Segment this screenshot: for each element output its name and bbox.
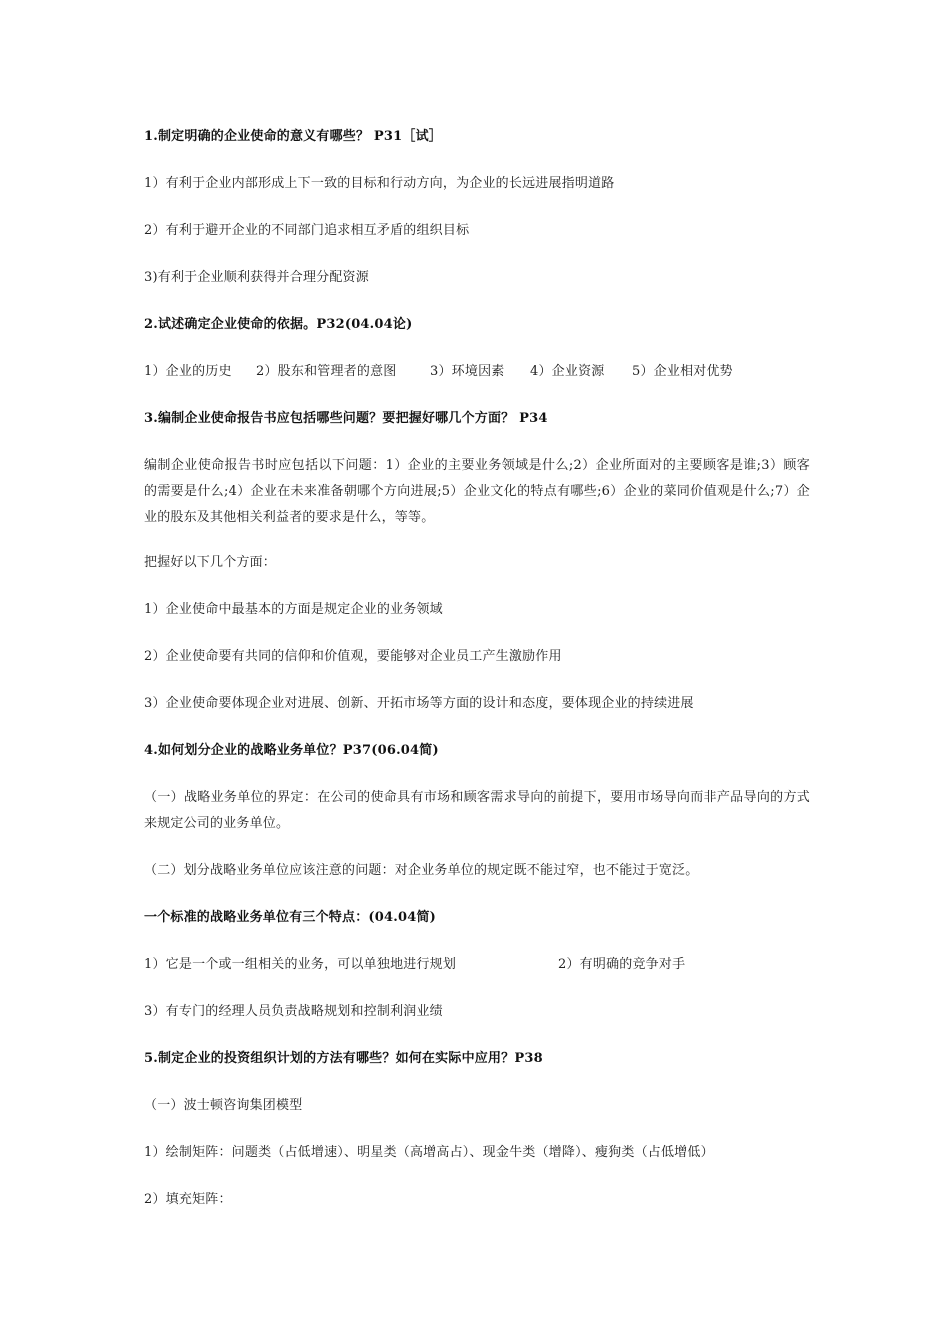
basis-item: 3）环境因素: [430, 364, 505, 379]
answer-paragraph: 编制企业使命报告书时应包括以下问题：1）企业的主要业务领域是什么;2）企业所面对的主要顾客是谁;3）顾客的需要是什么;4）企业在未来准备朝哪个方向进展;5）企业文化的特点有哪些;6）企业的菜同价值观是什么;7）企业的股东及其他相关利益者的要求是什么，等等。: [144, 458, 810, 525]
answer-line: 3)有利于企业顺利获得并合理分配资源: [144, 270, 369, 285]
basis-item: 1）企业的历史: [144, 364, 232, 379]
heading-q4: 4.如何划分企业的战略业务单位？P37(06.04简): [144, 743, 439, 758]
answer-line: （二）划分战略业务单位应该注意的问题：对企业务单位的规定既不能过窄，也不能过于宽泛。: [144, 863, 699, 878]
answer-paragraph: （一）战略业务单位的界定：在公司的使命具有市场和顾客需求导向的前提下，要用市场导向而非产品导向的方式来规定公司的业务单位。: [144, 790, 810, 831]
answer-line: 1）绘制矩阵：问题类（占低增速）、明星类（高增高占）、现金牛类（增降）、瘦狗类（占低增低）: [144, 1145, 714, 1160]
answer-line: 2）有利于避开企业的不同部门追求相互矛盾的组织目标: [144, 223, 470, 238]
answer-line-features: [144, 952, 810, 978]
answer-line: 3）有专门的经理人员负责战略规划和控制利润业绩: [144, 1004, 443, 1019]
subheading-features: 一个标准的战略业务单位有三个特点：(04.04简): [144, 910, 437, 925]
answer-line: 1）有利于企业内部形成上下一致的目标和行动方向，为企业的长远进展指明道路: [144, 176, 615, 191]
answer-line: 1）企业使命中最基本的方面是规定企业的业务领域: [144, 602, 443, 617]
heading-q2: 2.试述确定企业使命的依据。P32(04.04论): [144, 317, 413, 332]
feature-item: 1）它是一个或一组相关的业务，可以单独地进行规划: [144, 957, 457, 972]
answer-line-basis: [144, 359, 810, 385]
answer-line: 把握好以下几个方面：: [144, 555, 277, 570]
basis-item: 2）股东和管理者的意图: [256, 364, 397, 379]
answer-line: （一）波士顿咨询集团模型: [144, 1098, 303, 1113]
heading-q3: 3.编制企业使命报告书应包括哪些问题？要把握好哪几个方面？ P34: [144, 411, 548, 426]
feature-item: 2）有明确的竞争对手: [558, 957, 686, 972]
heading-q5: 5.制定企业的投资组织计划的方法有哪些？如何在实际中应用？P38: [144, 1051, 543, 1066]
basis-item: 5）企业相对优势: [632, 364, 733, 379]
heading-q1: 1.制定明确的企业使命的意义有哪些？ P31［试］: [144, 129, 442, 144]
basis-item: 4）企业资源: [530, 364, 605, 379]
answer-line: 3）企业使命要体现企业对进展、创新、开拓市场等方面的设计和态度，要体现企业的持续进展: [144, 696, 694, 711]
answer-line: 2）填充矩阵：: [144, 1192, 232, 1207]
answer-line: 2）企业使命要有共同的信仰和价值观，要能够对企业员工产生激励作用: [144, 649, 562, 664]
